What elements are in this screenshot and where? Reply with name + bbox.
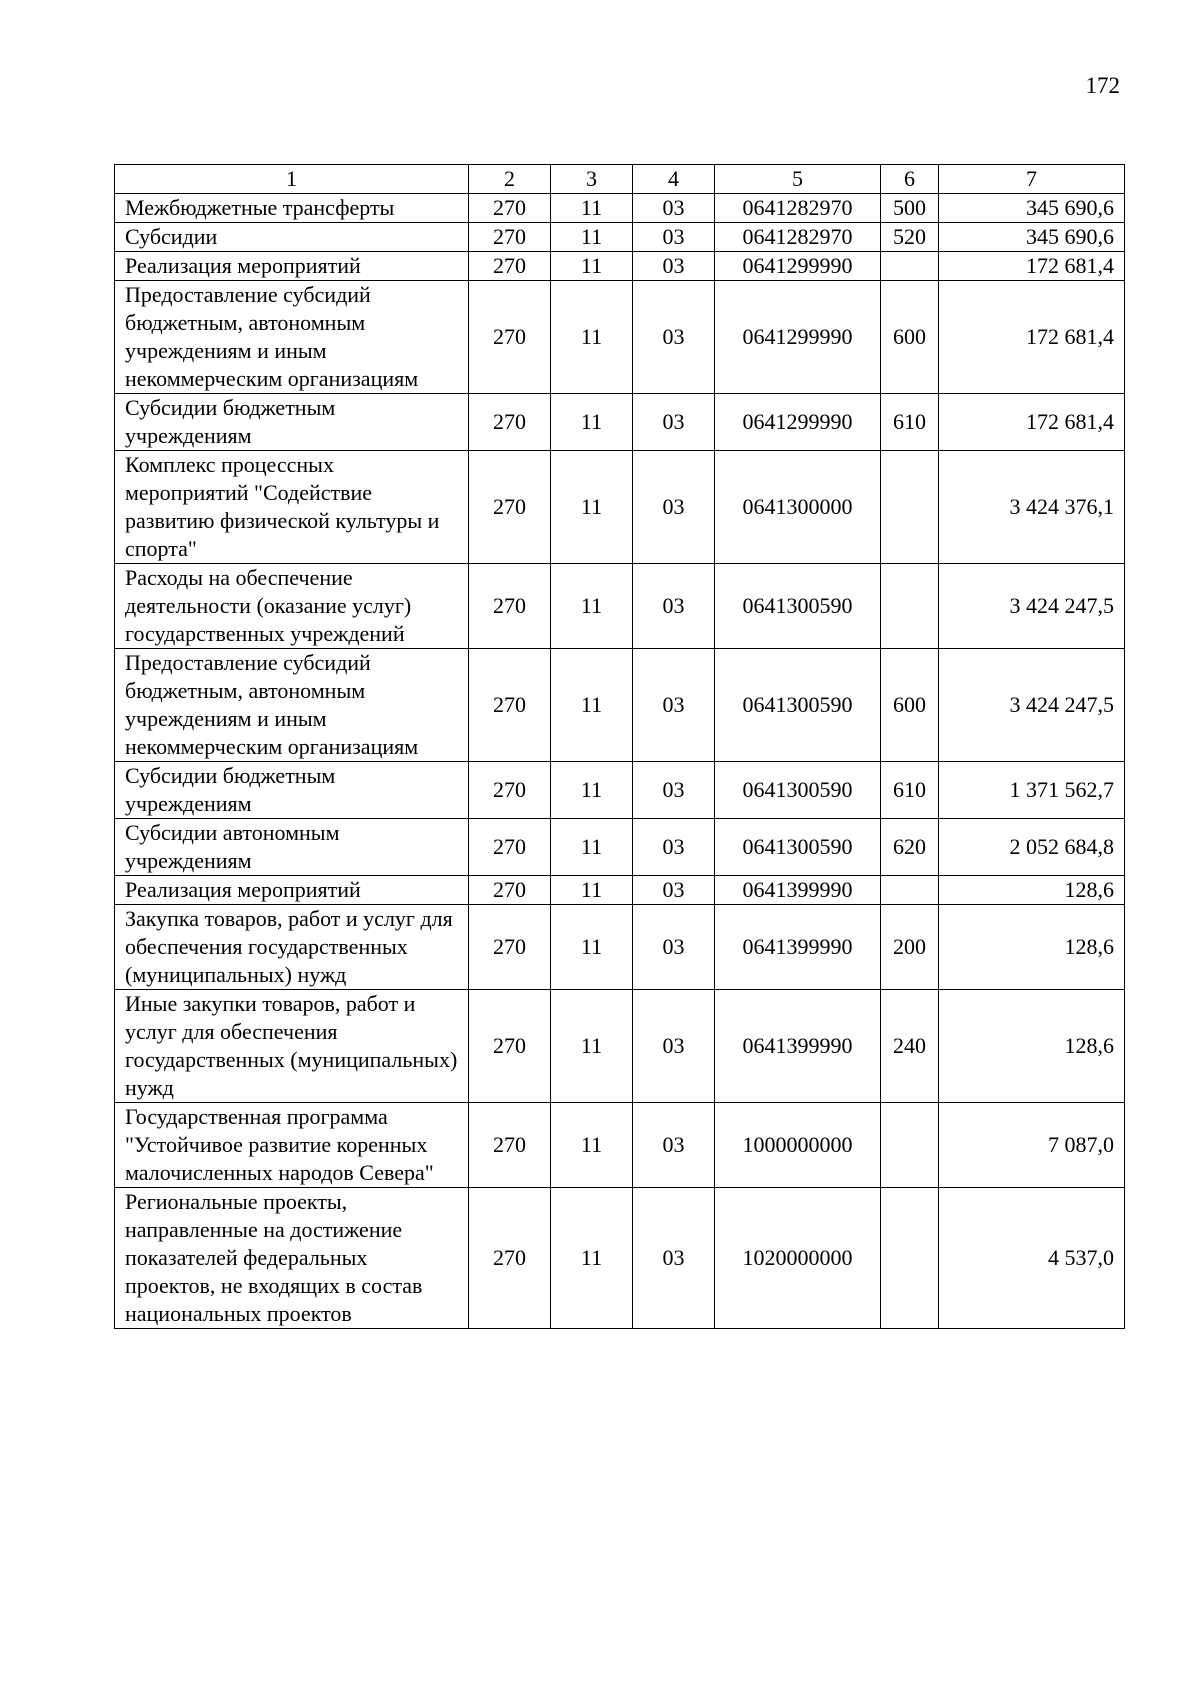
target-article-cell: 0641299990 bbox=[715, 252, 881, 281]
section-code-cell: 11 bbox=[551, 451, 633, 564]
row-name-cell: Реализация мероприятий bbox=[115, 252, 469, 281]
section-code-cell: 11 bbox=[551, 1103, 633, 1188]
target-article-cell: 0641299990 bbox=[715, 394, 881, 451]
section-code-cell: 11 bbox=[551, 281, 633, 394]
table-row bbox=[115, 905, 1125, 990]
expense-type-cell bbox=[881, 1188, 939, 1329]
amount-cell: 172 681,4 bbox=[939, 394, 1125, 451]
row-name-cell: Субсидии bbox=[115, 223, 469, 252]
header-cell: 6 bbox=[881, 165, 939, 194]
table-row bbox=[115, 649, 1125, 762]
expense-type-cell bbox=[881, 876, 939, 905]
expense-type-cell: 200 bbox=[881, 905, 939, 990]
expense-type-cell bbox=[881, 1103, 939, 1188]
section-code-cell: 11 bbox=[551, 990, 633, 1103]
table-row bbox=[115, 762, 1125, 819]
header-cell: 2 bbox=[469, 165, 551, 194]
expense-type-cell: 600 bbox=[881, 281, 939, 394]
header-cell: 5 bbox=[715, 165, 881, 194]
subsection-code-cell: 03 bbox=[633, 564, 715, 649]
table-row bbox=[115, 252, 1125, 281]
subsection-code-cell: 03 bbox=[633, 819, 715, 876]
row-name-cell: Государственная программа "Устойчивое развитие коренных малочисленных народов Севера" bbox=[115, 1103, 469, 1188]
subsection-code-cell: 03 bbox=[633, 1103, 715, 1188]
ministry-code-cell: 270 bbox=[469, 990, 551, 1103]
amount-cell: 7 087,0 bbox=[939, 1103, 1125, 1188]
amount-cell: 345 690,6 bbox=[939, 194, 1125, 223]
ministry-code-cell: 270 bbox=[469, 1103, 551, 1188]
subsection-code-cell: 03 bbox=[633, 394, 715, 451]
row-name-cell: Межбюджетные трансферты bbox=[115, 194, 469, 223]
section-code-cell: 11 bbox=[551, 1188, 633, 1329]
expense-type-cell: 520 bbox=[881, 223, 939, 252]
subsection-code-cell: 03 bbox=[633, 905, 715, 990]
table-row bbox=[115, 564, 1125, 649]
ministry-code-cell: 270 bbox=[469, 649, 551, 762]
page-number: 172 bbox=[1085, 73, 1120, 98]
target-article-cell: 1020000000 bbox=[715, 1188, 881, 1329]
target-article-cell: 0641399990 bbox=[715, 905, 881, 990]
row-name-cell: Субсидии бюджетным учреждениям bbox=[115, 762, 469, 819]
amount-cell: 345 690,6 bbox=[939, 223, 1125, 252]
header-cell: 7 bbox=[939, 165, 1125, 194]
ministry-code-cell: 270 bbox=[469, 194, 551, 223]
amount-cell: 3 424 247,5 bbox=[939, 649, 1125, 762]
target-article-cell: 0641300590 bbox=[715, 649, 881, 762]
target-article-cell: 1000000000 bbox=[715, 1103, 881, 1188]
row-name-cell: Закупка товаров, работ и услуг для обеспечения государственных (муниципальных) нужд bbox=[115, 905, 469, 990]
section-code-cell: 11 bbox=[551, 762, 633, 819]
amount-cell: 1 371 562,7 bbox=[939, 762, 1125, 819]
subsection-code-cell: 03 bbox=[633, 876, 715, 905]
row-name-cell: Иные закупки товаров, работ и услуг для обеспечения государственных (муниципальных) нужд bbox=[115, 990, 469, 1103]
table-row bbox=[115, 1103, 1125, 1188]
ministry-code-cell: 270 bbox=[469, 876, 551, 905]
expense-type-cell: 610 bbox=[881, 762, 939, 819]
section-code-cell: 11 bbox=[551, 649, 633, 762]
expense-type-cell bbox=[881, 564, 939, 649]
subsection-code-cell: 03 bbox=[633, 451, 715, 564]
ministry-code-cell: 270 bbox=[469, 564, 551, 649]
amount-cell: 3 424 247,5 bbox=[939, 564, 1125, 649]
ministry-code-cell: 270 bbox=[469, 281, 551, 394]
amount-cell: 172 681,4 bbox=[939, 252, 1125, 281]
expense-type-cell: 240 bbox=[881, 990, 939, 1103]
table-row bbox=[115, 394, 1125, 451]
subsection-code-cell: 03 bbox=[633, 223, 715, 252]
table-header-row bbox=[115, 165, 1125, 194]
subsection-code-cell: 03 bbox=[633, 649, 715, 762]
subsection-code-cell: 03 bbox=[633, 194, 715, 223]
target-article-cell: 0641282970 bbox=[715, 223, 881, 252]
subsection-code-cell: 03 bbox=[633, 1188, 715, 1329]
table-row bbox=[115, 223, 1125, 252]
row-name-cell: Реализация мероприятий bbox=[115, 876, 469, 905]
table-row bbox=[115, 451, 1125, 564]
subsection-code-cell: 03 bbox=[633, 762, 715, 819]
ministry-code-cell: 270 bbox=[469, 394, 551, 451]
ministry-code-cell: 270 bbox=[469, 905, 551, 990]
target-article-cell: 0641300590 bbox=[715, 819, 881, 876]
section-code-cell: 11 bbox=[551, 876, 633, 905]
subsection-code-cell: 03 bbox=[633, 990, 715, 1103]
expense-type-cell bbox=[881, 252, 939, 281]
target-article-cell: 0641299990 bbox=[715, 281, 881, 394]
subsection-code-cell: 03 bbox=[633, 281, 715, 394]
amount-cell: 128,6 bbox=[939, 905, 1125, 990]
table-row bbox=[115, 819, 1125, 876]
target-article-cell: 0641399990 bbox=[715, 876, 881, 905]
table-row bbox=[115, 281, 1125, 394]
row-name-cell: Субсидии бюджетным учреждениям bbox=[115, 394, 469, 451]
expense-type-cell: 610 bbox=[881, 394, 939, 451]
amount-cell: 128,6 bbox=[939, 876, 1125, 905]
subsection-code-cell: 03 bbox=[633, 252, 715, 281]
row-name-cell: Комплекс процессных мероприятий "Содействие развитию физической культуры и спорта" bbox=[115, 451, 469, 564]
target-article-cell: 0641300000 bbox=[715, 451, 881, 564]
row-name-cell: Региональные проекты, направленные на достижение показателей федеральных проектов, не входящих в состав национальных проектов bbox=[115, 1188, 469, 1329]
expense-type-cell: 600 bbox=[881, 649, 939, 762]
row-name-cell: Расходы на обеспечение деятельности (оказание услуг) государственных учреждений bbox=[115, 564, 469, 649]
header-cell: 4 bbox=[633, 165, 715, 194]
expense-type-cell: 500 bbox=[881, 194, 939, 223]
section-code-cell: 11 bbox=[551, 394, 633, 451]
ministry-code-cell: 270 bbox=[469, 762, 551, 819]
ministry-code-cell: 270 bbox=[469, 451, 551, 564]
amount-cell: 2 052 684,8 bbox=[939, 819, 1125, 876]
section-code-cell: 11 bbox=[551, 252, 633, 281]
header-cell: 1 bbox=[115, 165, 469, 194]
table-row bbox=[115, 1188, 1125, 1329]
section-code-cell: 11 bbox=[551, 223, 633, 252]
section-code-cell: 11 bbox=[551, 819, 633, 876]
ministry-code-cell: 270 bbox=[469, 223, 551, 252]
table-row bbox=[115, 990, 1125, 1103]
expense-type-cell bbox=[881, 451, 939, 564]
section-code-cell: 11 bbox=[551, 564, 633, 649]
amount-cell: 4 537,0 bbox=[939, 1188, 1125, 1329]
target-article-cell: 0641282970 bbox=[715, 194, 881, 223]
row-name-cell: Предоставление субсидий бюджетным, автономным учреждениям и иным некоммерческим организациям bbox=[115, 649, 469, 762]
row-name-cell: Субсидии автономным учреждениям bbox=[115, 819, 469, 876]
section-code-cell: 11 bbox=[551, 194, 633, 223]
budget-table bbox=[114, 164, 1125, 1329]
ministry-code-cell: 270 bbox=[469, 252, 551, 281]
row-name-cell: Предоставление субсидий бюджетным, автономным учреждениям и иным некоммерческим организациям bbox=[115, 281, 469, 394]
target-article-cell: 0641300590 bbox=[715, 762, 881, 819]
amount-cell: 172 681,4 bbox=[939, 281, 1125, 394]
expense-type-cell: 620 bbox=[881, 819, 939, 876]
section-code-cell: 11 bbox=[551, 905, 633, 990]
amount-cell: 3 424 376,1 bbox=[939, 451, 1125, 564]
target-article-cell: 0641300590 bbox=[715, 564, 881, 649]
amount-cell: 128,6 bbox=[939, 990, 1125, 1103]
target-article-cell: 0641399990 bbox=[715, 990, 881, 1103]
header-cell: 3 bbox=[551, 165, 633, 194]
ministry-code-cell: 270 bbox=[469, 819, 551, 876]
table-row bbox=[115, 194, 1125, 223]
ministry-code-cell: 270 bbox=[469, 1188, 551, 1329]
table-row bbox=[115, 876, 1125, 905]
